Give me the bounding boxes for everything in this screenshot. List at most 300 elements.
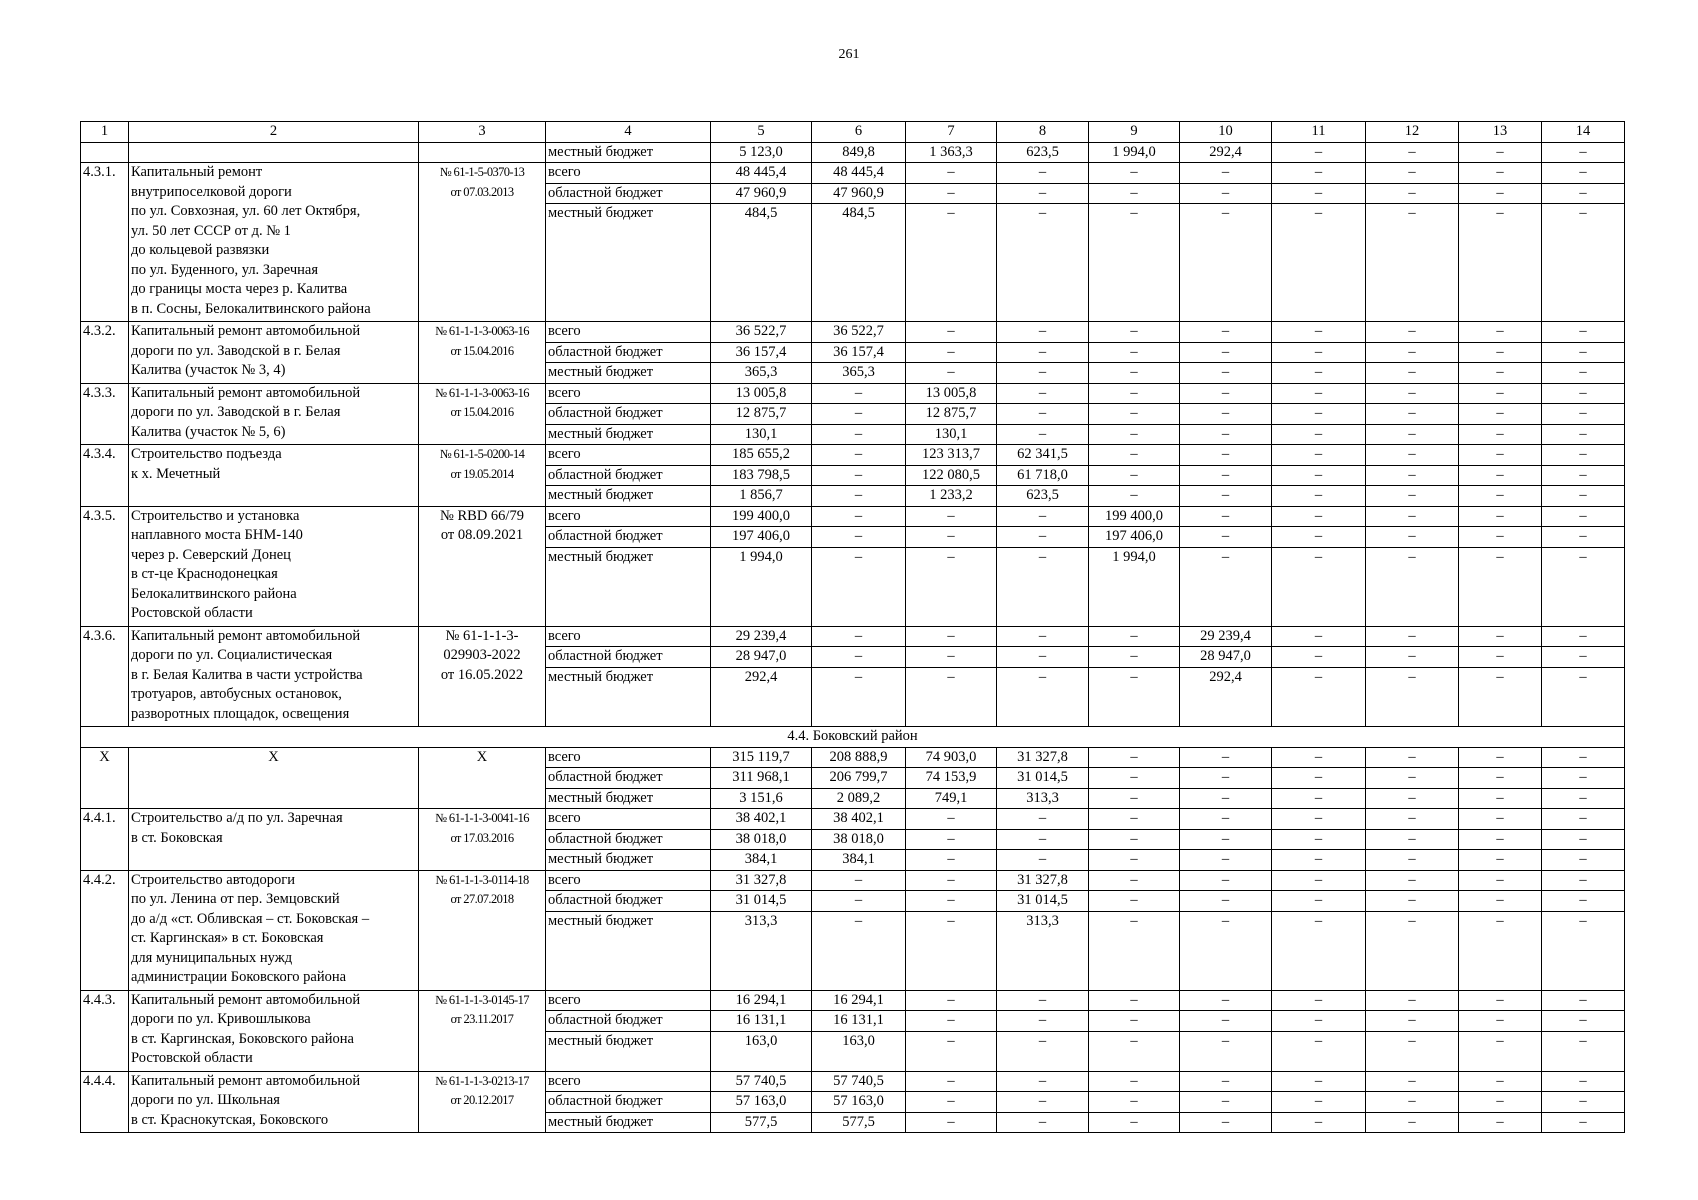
table-row: [81, 506, 1625, 527]
value-cell: –: [1542, 445, 1625, 466]
value-cell: –: [1542, 870, 1625, 891]
value-cell: –: [1366, 1031, 1459, 1071]
value-cell: 199 400,0: [1089, 506, 1180, 527]
value-cell: 315 119,7: [711, 747, 812, 768]
item-name-line: для муниципальных нужд: [131, 949, 293, 966]
item-name: [129, 1071, 419, 1133]
item-name-line: дороги по ул. Заводской в г. Белая: [131, 342, 341, 359]
value-cell: –: [1272, 891, 1366, 912]
column-header-8: 8: [997, 122, 1089, 143]
value-cell: –: [906, 163, 997, 184]
value-cell: 61 718,0: [997, 465, 1089, 486]
value-cell: –: [1459, 788, 1542, 809]
item-name: [129, 383, 419, 445]
funding-source-cell: областной бюджет: [546, 768, 711, 789]
value-cell: –: [1180, 1011, 1272, 1032]
value-cell: 38 402,1: [711, 809, 812, 830]
value-cell: 28 947,0: [711, 647, 812, 668]
value-cell: 122 080,5: [906, 465, 997, 486]
funding-source-cell: всего: [546, 809, 711, 830]
value-cell: –: [1542, 204, 1625, 322]
value-cell: –: [1542, 465, 1625, 486]
value-cell: –: [906, 506, 997, 527]
value-cell: 292,4: [1180, 142, 1272, 163]
value-cell: –: [812, 424, 906, 445]
item-name-line: администрации Боковского района: [131, 969, 347, 985]
document-ref-line: № 61-1-1-3-0063-16: [435, 385, 529, 400]
value-cell: 12 875,7: [906, 404, 997, 425]
value-cell: –: [812, 667, 906, 727]
funding-source-cell: местный бюджет: [546, 850, 711, 871]
value-cell: –: [1272, 990, 1366, 1011]
value-cell: –: [1180, 911, 1272, 990]
document-ref: [419, 626, 546, 727]
funding-source-cell: областной бюджет: [546, 183, 711, 204]
value-cell: –: [997, 363, 1089, 384]
funding-source-cell: местный бюджет: [546, 911, 711, 990]
item-name-line: до границы моста через р. Калитва: [131, 281, 348, 297]
document-ref-line: от 23.11.2017: [450, 1012, 514, 1026]
value-cell: –: [1272, 809, 1366, 830]
value-cell: –: [1366, 183, 1459, 204]
document-ref: [419, 870, 546, 990]
value-cell: –: [1459, 486, 1542, 507]
document-ref-line: № 61-1-1-3-: [445, 627, 519, 644]
value-cell: –: [1459, 465, 1542, 486]
value-cell: –: [1459, 363, 1542, 384]
value-cell: –: [906, 527, 997, 548]
column-header-9: 9: [1089, 122, 1180, 143]
item-name-line: Калитва (участок № 5, 6): [131, 423, 286, 440]
value-cell: –: [1272, 183, 1366, 204]
value-cell: –: [1542, 1071, 1625, 1092]
document-ref-line: от 19.05.2014: [450, 466, 514, 481]
item-name-line: до а/д «ст. Обливская – ст. Боковская –: [131, 910, 370, 927]
value-cell: –: [997, 1112, 1089, 1133]
item-name-line: к х. Мечетный: [131, 465, 221, 482]
document-ref-line: от 20.12.2017: [450, 1093, 514, 1107]
value-cell: –: [997, 809, 1089, 830]
value-cell: –: [1459, 1031, 1542, 1071]
value-cell: –: [1542, 911, 1625, 990]
column-header-5: 5: [711, 122, 812, 143]
value-cell: 313,3: [711, 911, 812, 990]
value-cell: –: [1366, 647, 1459, 668]
value-cell: –: [1366, 1112, 1459, 1133]
value-cell: –: [1272, 788, 1366, 809]
value-cell: –: [997, 850, 1089, 871]
funding-source-cell: областной бюджет: [546, 527, 711, 548]
value-cell: 623,5: [997, 142, 1089, 163]
item-name: [129, 322, 419, 384]
item-name-line: ст. Каргинская» в ст. Боковская: [131, 930, 324, 946]
value-cell: 130,1: [711, 424, 812, 445]
empty-cell: [81, 142, 129, 163]
value-cell: 36 522,7: [812, 322, 906, 343]
item-name-line: в г. Белая Калитва в части устройства: [131, 666, 363, 683]
value-cell: –: [997, 1031, 1089, 1071]
value-cell: –: [812, 404, 906, 425]
document-ref: [419, 322, 546, 384]
document-ref-line: № 61-1-5-0200-14: [439, 447, 525, 461]
value-cell: –: [1272, 465, 1366, 486]
value-cell: 1 994,0: [1089, 547, 1180, 626]
value-cell: –: [1542, 747, 1625, 768]
value-cell: 28 947,0: [1180, 647, 1272, 668]
value-cell: 62 341,5: [997, 445, 1089, 466]
funding-source-cell: областной бюджет: [546, 1092, 711, 1113]
value-cell: –: [1272, 486, 1366, 507]
value-cell: –: [1542, 342, 1625, 363]
value-cell: –: [906, 911, 997, 990]
value-cell: –: [1089, 891, 1180, 912]
value-cell: –: [1459, 424, 1542, 445]
value-cell: –: [1459, 850, 1542, 871]
table-row: [81, 383, 1625, 404]
document-ref: [419, 747, 546, 809]
item-number: X: [81, 747, 129, 809]
document-ref-line: от 15.04.2016: [450, 405, 514, 419]
value-cell: –: [997, 829, 1089, 850]
value-cell: –: [906, 850, 997, 871]
value-cell: –: [1089, 626, 1180, 647]
value-cell: –: [1089, 1031, 1180, 1071]
value-cell: 74 903,0: [906, 747, 997, 768]
value-cell: –: [1366, 506, 1459, 527]
value-cell: –: [1366, 404, 1459, 425]
funding-source-cell: всего: [546, 990, 711, 1011]
value-cell: –: [1542, 850, 1625, 871]
value-cell: –: [1272, 911, 1366, 990]
item-name-line: Белокалитвинского района: [131, 585, 297, 602]
funding-source-cell: всего: [546, 870, 711, 891]
value-cell: –: [1366, 870, 1459, 891]
value-cell: 31 327,8: [997, 870, 1089, 891]
value-cell: –: [1542, 788, 1625, 809]
value-cell: –: [1366, 1071, 1459, 1092]
value-cell: 16 131,1: [812, 1011, 906, 1032]
column-header-12: 12: [1366, 122, 1459, 143]
value-cell: –: [1180, 870, 1272, 891]
value-cell: –: [1542, 163, 1625, 184]
document-ref: [419, 383, 546, 445]
value-cell: –: [1459, 870, 1542, 891]
funding-source-cell: всего: [546, 445, 711, 466]
value-cell: 123 313,7: [906, 445, 997, 466]
column-header-11: 11: [1272, 122, 1366, 143]
value-cell: 292,4: [1180, 667, 1272, 727]
value-cell: –: [1459, 647, 1542, 668]
item-name: [129, 626, 419, 727]
value-cell: –: [906, 667, 997, 727]
value-cell: 47 960,9: [812, 183, 906, 204]
value-cell: –: [906, 342, 997, 363]
value-cell: –: [1089, 486, 1180, 507]
value-cell: –: [1366, 1011, 1459, 1032]
value-cell: 47 960,9: [711, 183, 812, 204]
value-cell: –: [1366, 445, 1459, 466]
value-cell: –: [1272, 322, 1366, 343]
value-cell: 31 327,8: [997, 747, 1089, 768]
funding-source-cell: областной бюджет: [546, 647, 711, 668]
item-number: 4.4.2.: [81, 870, 129, 990]
value-cell: –: [906, 1112, 997, 1133]
value-cell: –: [812, 626, 906, 647]
value-cell: –: [1180, 445, 1272, 466]
value-cell: –: [1366, 850, 1459, 871]
item-name-line: Ростовской области: [131, 1050, 253, 1066]
value-cell: –: [1180, 1071, 1272, 1092]
value-cell: –: [906, 1071, 997, 1092]
column-header-14: 14: [1542, 122, 1625, 143]
value-cell: –: [1180, 747, 1272, 768]
value-cell: –: [1459, 667, 1542, 727]
value-cell: –: [1542, 424, 1625, 445]
value-cell: –: [1366, 990, 1459, 1011]
value-cell: –: [1542, 183, 1625, 204]
document-ref-line: № 61-1-1-3-0145-17: [435, 992, 529, 1007]
document-ref-line: от 17.03.2016: [450, 830, 514, 845]
value-cell: –: [1180, 465, 1272, 486]
item-name-line: дороги по ул. Социалистическая: [131, 647, 333, 663]
value-cell: –: [1542, 527, 1625, 548]
value-cell: –: [1272, 870, 1366, 891]
value-cell: –: [1459, 1011, 1542, 1032]
value-cell: –: [1459, 829, 1542, 850]
value-cell: –: [1542, 363, 1625, 384]
value-cell: –: [1459, 911, 1542, 990]
funding-source-cell: всего: [546, 506, 711, 527]
value-cell: –: [1272, 1071, 1366, 1092]
value-cell: –: [906, 626, 997, 647]
item-name: [129, 990, 419, 1071]
value-cell: –: [1366, 547, 1459, 626]
column-header-4: 4: [546, 122, 711, 143]
value-cell: –: [1089, 445, 1180, 466]
document-ref: [419, 506, 546, 626]
value-cell: –: [1272, 363, 1366, 384]
value-cell: –: [1089, 870, 1180, 891]
value-cell: –: [1542, 809, 1625, 830]
value-cell: 197 406,0: [711, 527, 812, 548]
value-cell: –: [1180, 383, 1272, 404]
document-ref-line: 029903-2022: [443, 647, 521, 663]
value-cell: –: [1089, 1112, 1180, 1133]
document-ref: [419, 990, 546, 1071]
value-cell: –: [1366, 163, 1459, 184]
item-name-line: в п. Сосны, Белокалитвинского района: [131, 300, 371, 317]
value-cell: –: [1180, 809, 1272, 830]
item-number: 4.3.2.: [81, 322, 129, 384]
value-cell: –: [1366, 204, 1459, 322]
value-cell: –: [1089, 809, 1180, 830]
table-row: [81, 870, 1625, 891]
column-header-1: 1: [81, 122, 129, 143]
value-cell: 36 522,7: [711, 322, 812, 343]
value-cell: –: [1272, 527, 1366, 548]
value-cell: –: [1089, 204, 1180, 322]
value-cell: 197 406,0: [1089, 527, 1180, 548]
item-name-line: дороги по ул. Школьная: [131, 1092, 280, 1108]
value-cell: 199 400,0: [711, 506, 812, 527]
value-cell: –: [1542, 142, 1625, 163]
value-cell: –: [1089, 383, 1180, 404]
value-cell: –: [1542, 768, 1625, 789]
value-cell: 2 089,2: [812, 788, 906, 809]
document-ref: [419, 163, 546, 322]
column-header-6: 6: [812, 122, 906, 143]
document-ref: [419, 809, 546, 871]
value-cell: –: [1089, 1092, 1180, 1113]
item-name-line: Капитальный ремонт автомобильной: [131, 384, 361, 401]
value-cell: 311 968,1: [711, 768, 812, 789]
item-name: [129, 809, 419, 871]
value-cell: 38 402,1: [812, 809, 906, 830]
value-cell: –: [812, 911, 906, 990]
value-cell: –: [1366, 527, 1459, 548]
item-name-line: в ст. Боковская: [131, 829, 223, 846]
item-name-line: X: [268, 748, 279, 765]
value-cell: –: [1542, 990, 1625, 1011]
value-cell: –: [1459, 547, 1542, 626]
item-number: 4.3.1.: [81, 163, 129, 322]
value-cell: –: [1542, 647, 1625, 668]
document-ref-line: от 27.07.2018: [450, 892, 514, 906]
value-cell: –: [1366, 891, 1459, 912]
value-cell: 1 363,3: [906, 142, 997, 163]
value-cell: –: [997, 547, 1089, 626]
value-cell: –: [906, 322, 997, 343]
value-cell: –: [906, 891, 997, 912]
table-row: [81, 809, 1625, 830]
value-cell: –: [1180, 788, 1272, 809]
value-cell: –: [1180, 322, 1272, 343]
value-cell: –: [1366, 809, 1459, 830]
value-cell: –: [1459, 626, 1542, 647]
value-cell: –: [1459, 322, 1542, 343]
value-cell: –: [1542, 1092, 1625, 1113]
value-cell: 849,8: [812, 142, 906, 163]
value-cell: –: [1542, 322, 1625, 343]
item-name-line: тротуаров, автобусных остановок,: [131, 686, 342, 702]
value-cell: –: [1542, 383, 1625, 404]
value-cell: 163,0: [812, 1031, 906, 1071]
value-cell: –: [1272, 626, 1366, 647]
funding-source-cell: всего: [546, 163, 711, 184]
table-row: [81, 142, 1625, 163]
item-name-line: ул. 50 лет СССР от д. № 1: [131, 222, 291, 239]
value-cell: 185 655,2: [711, 445, 812, 466]
value-cell: –: [906, 870, 997, 891]
document-ref-line: № 61-1-1-3-0114-18: [435, 872, 529, 887]
column-header-7: 7: [906, 122, 997, 143]
value-cell: –: [1459, 506, 1542, 527]
value-cell: 31 014,5: [997, 891, 1089, 912]
value-cell: 384,1: [812, 850, 906, 871]
value-cell: –: [997, 647, 1089, 668]
value-cell: 1 856,7: [711, 486, 812, 507]
value-cell: –: [1180, 486, 1272, 507]
value-cell: –: [1272, 667, 1366, 727]
value-cell: –: [906, 547, 997, 626]
value-cell: –: [1180, 527, 1272, 548]
value-cell: –: [1180, 204, 1272, 322]
value-cell: –: [812, 547, 906, 626]
funding-source-cell: областной бюджет: [546, 891, 711, 912]
item-number: 4.3.4.: [81, 445, 129, 507]
value-cell: –: [1089, 829, 1180, 850]
value-cell: –: [812, 891, 906, 912]
value-cell: –: [1272, 547, 1366, 626]
value-cell: 183 798,5: [711, 465, 812, 486]
value-cell: –: [1089, 1071, 1180, 1092]
value-cell: –: [1366, 626, 1459, 647]
funding-source-cell: местный бюджет: [546, 1112, 711, 1133]
value-cell: –: [1459, 163, 1542, 184]
item-name: [129, 870, 419, 990]
value-cell: –: [1089, 404, 1180, 425]
table-row: [81, 626, 1625, 647]
value-cell: 36 157,4: [812, 342, 906, 363]
value-cell: –: [1272, 747, 1366, 768]
item-number: 4.4.3.: [81, 990, 129, 1071]
value-cell: –: [1180, 768, 1272, 789]
value-cell: –: [812, 506, 906, 527]
value-cell: –: [1366, 342, 1459, 363]
value-cell: –: [1459, 747, 1542, 768]
document-ref-line: от 08.09.2021: [440, 527, 524, 543]
table-row: [81, 747, 1625, 768]
value-cell: 313,3: [997, 788, 1089, 809]
item-name-line: Ростовской области: [131, 605, 253, 621]
value-cell: –: [1272, 1092, 1366, 1113]
value-cell: –: [1272, 404, 1366, 425]
value-cell: 12 875,7: [711, 404, 812, 425]
value-cell: –: [1180, 1031, 1272, 1071]
item-name-line: Строительство автодороги: [131, 871, 296, 888]
item-name-line: разворотных площадок, освещения: [131, 705, 350, 722]
item-name-line: Капитальный ремонт автомобильной: [131, 991, 361, 1008]
item-name-line: по ул. Буденного, ул. Заречная: [131, 261, 318, 278]
value-cell: –: [1272, 445, 1366, 466]
value-cell: –: [1542, 891, 1625, 912]
value-cell: –: [812, 383, 906, 404]
value-cell: –: [1459, 891, 1542, 912]
value-cell: –: [997, 1011, 1089, 1032]
value-cell: –: [1272, 204, 1366, 322]
value-cell: 57 163,0: [812, 1092, 906, 1113]
value-cell: –: [1366, 142, 1459, 163]
item-name-line: наплавного моста БНМ-140: [131, 527, 303, 543]
item-name-line: дороги по ул. Заводской в г. Белая: [131, 404, 341, 420]
value-cell: –: [906, 1011, 997, 1032]
value-cell: –: [1089, 1011, 1180, 1032]
section-title: 4.4. Боковский район: [81, 727, 1625, 748]
value-cell: –: [1272, 142, 1366, 163]
item-name-line: Капитальный ремонт автомобильной: [131, 323, 361, 339]
value-cell: –: [997, 342, 1089, 363]
item-name-line: по ул. Совхозная, ул. 60 лет Октября,: [131, 203, 361, 219]
value-cell: –: [1180, 342, 1272, 363]
item-name-line: до кольцевой развязки: [131, 242, 270, 258]
value-cell: 57 740,5: [711, 1071, 812, 1092]
value-cell: –: [1089, 465, 1180, 486]
item-name: [129, 506, 419, 626]
document-ref: [419, 445, 546, 507]
value-cell: –: [1180, 850, 1272, 871]
value-cell: –: [1459, 990, 1542, 1011]
value-cell: 31 327,8: [711, 870, 812, 891]
